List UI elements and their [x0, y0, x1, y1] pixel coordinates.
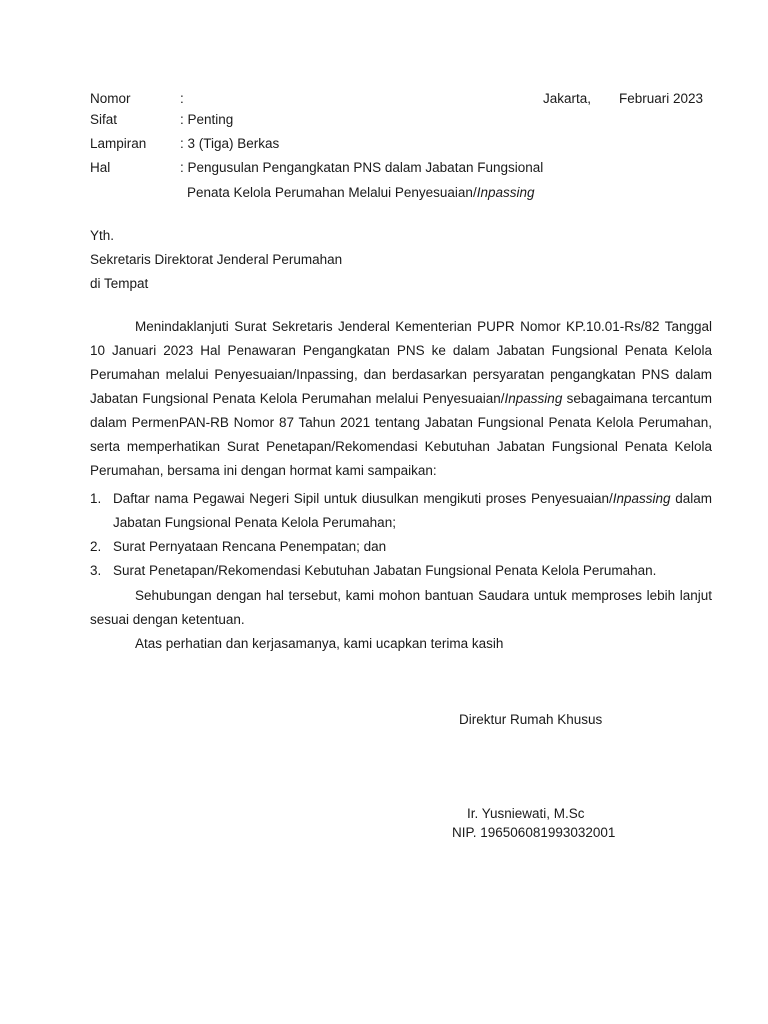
- hal-value-line2-plain: Penata Kelola Perumahan Melalui Penyesuaian/: [187, 185, 477, 200]
- place: Jakarta,: [543, 91, 592, 106]
- list-item-1-part2: dalam Jabatan Fungsional Penata Kelola Perumahan;: [113, 491, 712, 530]
- list-item: [90, 559, 712, 583]
- sifat-label: Sifat: [90, 112, 118, 127]
- paragraph-1-part2: sebagaimana tercantum dalam PermenPAN-RB Nomor 87 Tahun 2021 tentang Jabatan Fungsional Penata Kelola Perumahan, serta memperhatikan Surat Penetapan/Rekomendasi Kebutuhan Jabatan Fungsional Penata Kelola Perumahan, bersama ini dengan hormat kami sampaikan:: [90, 391, 712, 478]
- sifat-value: : Penting: [180, 112, 234, 127]
- paragraph-1-italic: Inpassing: [504, 391, 563, 406]
- recipient-location: di Tempat: [90, 276, 149, 291]
- place-date: [543, 89, 704, 109]
- recipient-name: Sekretaris Direktorat Jenderal Perumahan: [90, 252, 343, 267]
- signatory-title: Direktur Rumah Khusus: [459, 712, 603, 727]
- hal-value-line2-italic: Inpassing: [476, 185, 535, 200]
- list-item-2-text: Surat Pernyataan Rencana Penempatan; dan: [113, 539, 387, 554]
- body-paragraph: [90, 315, 712, 483]
- paragraph-1: [90, 315, 712, 483]
- list-item-number: 3.: [90, 563, 102, 578]
- list-item-1-part1: Daftar nama Pegawai Negeri Sipil untuk diusulkan mengikuti proses Penyesuaian/: [113, 491, 613, 506]
- date: Februari 2023: [619, 91, 704, 106]
- list-item-number: 1.: [90, 491, 102, 506]
- list-item-number: 2.: [90, 539, 102, 554]
- lampiran-label: Lampiran: [90, 136, 147, 151]
- hal-value-line2: [187, 183, 535, 203]
- nomor-label: Nomor: [90, 91, 131, 106]
- paragraph-2: Sehubungan dengan hal tersebut, kami mohon bantuan Saudara untuk memproses lebih lanjut sesuai dengan ketentuan.: [90, 588, 712, 627]
- closing-paragraphs: [90, 584, 712, 656]
- signatory-nip: NIP. 196506081993032001: [452, 825, 616, 840]
- nomor-value: :: [180, 91, 184, 106]
- signatory-name: Ir. Yusniewati, M.Sc: [467, 806, 585, 821]
- enclosure-list: [90, 487, 712, 583]
- hal-value-line1: : Pengusulan Pengangkatan PNS dalam Jabatan Fungsional: [180, 160, 544, 175]
- hal-label: Hal: [90, 160, 111, 175]
- list-item: [90, 535, 712, 559]
- lampiran-value: : 3 (Tiga) Berkas: [180, 136, 280, 151]
- paragraph-1-part1: Menindaklanjuti Surat Sekretaris Jenderal Kementerian PUPR Nomor KP.10.01-Rs/82 Tanggal 10 Januari 2023 Hal Penawaran Pengangkatan PNS ke dalam Jabatan Fungsional Penata Kelola Perumahan melalui Penyesuaian/Inpassing, dan berdasarkan persyaratan pengangkatan PNS dalam Jabatan Fungsional Penata Kelola Perumahan melalui Penyesuaian/: [90, 319, 712, 406]
- paragraph-3: Atas perhatian dan kerjasamanya, kami ucapkan terima kasih: [135, 636, 504, 651]
- list-item: [90, 487, 712, 535]
- list-item-1-italic: Inpassing: [612, 491, 671, 506]
- list-item-3-text: Surat Penetapan/Rekomendasi Kebutuhan Jabatan Fungsional Penata Kelola Perumahan.: [113, 563, 657, 578]
- salutation: Yth.: [90, 228, 115, 243]
